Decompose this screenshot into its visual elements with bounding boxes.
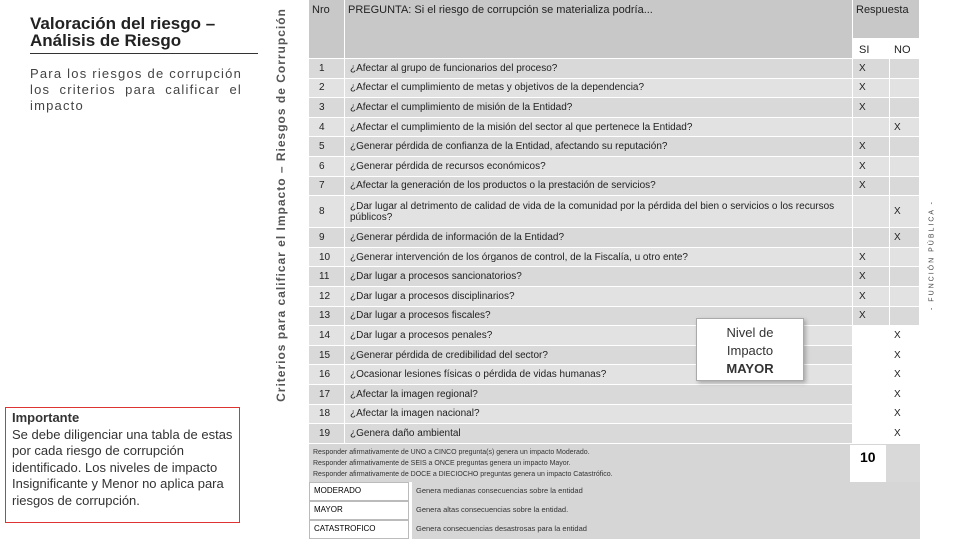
impact-level-callout: Nivel de Impacto MAYOR bbox=[696, 318, 804, 381]
row-question: ¿Afectar al grupo de funcionarios del proceso? bbox=[345, 59, 853, 79]
total-empty-cell bbox=[886, 445, 920, 482]
row-nro: 17 bbox=[309, 385, 345, 405]
row-si: X bbox=[853, 287, 890, 307]
table-row bbox=[309, 307, 920, 327]
header-question: PREGUNTA: Si el riesgo de corrupción se materializa podría... bbox=[345, 0, 853, 59]
row-nro: 13 bbox=[309, 307, 345, 327]
row-question: ¿Afectar el cumplimiento de misión de la Entidad? bbox=[345, 98, 853, 118]
important-note bbox=[5, 407, 240, 523]
rule-mayor: Responder afirmativamente de SEIS a ONCE preguntas genera un impacto Mayor. bbox=[313, 460, 571, 467]
table-row bbox=[309, 177, 920, 197]
response-rules bbox=[309, 445, 850, 482]
row-si: X bbox=[853, 177, 890, 197]
table-row bbox=[309, 137, 920, 157]
header-nro: Nro bbox=[309, 0, 345, 59]
row-si: X bbox=[853, 137, 890, 157]
row-no bbox=[890, 59, 920, 79]
note-body: Se debe diligenciar una tabla de estas por cada riesgo de corrupción identificado. Los niveles de impacto Insignificante y Menor no aplica para riesgos de corrupción. bbox=[12, 426, 233, 508]
side-brand-label: - FUNCIÓN PÚBLICA - bbox=[928, 200, 936, 310]
row-si: X bbox=[853, 59, 890, 79]
table-row bbox=[309, 228, 920, 248]
table-row bbox=[309, 365, 920, 385]
row-no bbox=[890, 267, 920, 287]
total-count: 10 bbox=[850, 445, 886, 482]
row-si bbox=[853, 326, 890, 346]
row-no bbox=[890, 307, 920, 327]
row-no bbox=[890, 248, 920, 268]
table-row bbox=[309, 79, 920, 99]
row-nro: 14 bbox=[309, 326, 345, 346]
row-question: ¿Generar pérdida de credibilidad del sector? bbox=[345, 346, 853, 366]
header-no: NO bbox=[890, 39, 920, 59]
vertical-section-label: Criterios para calificar el Impacto – Riesgos de Corrupción bbox=[274, 8, 288, 402]
table-row bbox=[309, 98, 920, 118]
row-question: ¿Dar lugar a procesos sancionatorios? bbox=[345, 267, 853, 287]
level-row: MODERADO Genera medianas consecuencias sobre la entidad bbox=[309, 482, 920, 501]
row-no: X bbox=[890, 196, 920, 228]
row-no bbox=[890, 79, 920, 99]
row-si: X bbox=[853, 307, 890, 327]
table-row bbox=[309, 59, 920, 79]
row-question: ¿Dar lugar a procesos disciplinarios? bbox=[345, 287, 853, 307]
row-question: ¿Afectar la generación de los productos o la prestación de servicios? bbox=[345, 177, 853, 197]
table-row bbox=[309, 346, 920, 366]
row-nro: 2 bbox=[309, 79, 345, 99]
page-title: Valoración del riesgo – Análisis de Riesgo bbox=[30, 14, 216, 50]
row-no: X bbox=[890, 346, 920, 366]
row-no: X bbox=[890, 424, 920, 444]
row-nro: 4 bbox=[309, 118, 345, 138]
row-no bbox=[890, 157, 920, 177]
row-si: X bbox=[853, 248, 890, 268]
row-nro: 6 bbox=[309, 157, 345, 177]
table-row bbox=[309, 118, 920, 138]
row-question: ¿Dar lugar a procesos penales? bbox=[345, 326, 853, 346]
row-nro: 18 bbox=[309, 405, 345, 425]
row-nro: 1 bbox=[309, 59, 345, 79]
row-si bbox=[853, 196, 890, 228]
rule-moderado: Responder afirmativamente de UNO a CINCO pregunta(s) genera un impacto Moderado. bbox=[313, 449, 590, 456]
row-nro: 8 bbox=[309, 196, 345, 228]
row-nro: 3 bbox=[309, 98, 345, 118]
row-nro: 16 bbox=[309, 365, 345, 385]
row-no: X bbox=[890, 326, 920, 346]
row-si bbox=[853, 118, 890, 138]
row-question: ¿Ocasionar lesiones físicas o pérdida de vidas humanas? bbox=[345, 365, 853, 385]
row-question: ¿Afectar el cumplimiento de la misión del sector al que pertenece la Entidad? bbox=[345, 118, 853, 138]
row-no bbox=[890, 137, 920, 157]
row-nro: 11 bbox=[309, 267, 345, 287]
table-row bbox=[309, 424, 920, 444]
row-question: ¿Generar intervención de los órganos de control, de la Fiscalía, u otro ente? bbox=[345, 248, 853, 268]
row-si bbox=[853, 385, 890, 405]
row-question: ¿Afectar el cumplimiento de metas y objetivos de la dependencia? bbox=[345, 79, 853, 99]
row-question: ¿Dar lugar al detrimento de calidad de vida de la comunidad por la pérdida del bien o servicios o los recursos públicos? bbox=[345, 196, 853, 228]
row-si: X bbox=[853, 98, 890, 118]
row-question: ¿Afectar la imagen nacional? bbox=[345, 405, 853, 425]
row-nro: 10 bbox=[309, 248, 345, 268]
row-si: X bbox=[853, 267, 890, 287]
row-no: X bbox=[890, 365, 920, 385]
note-heading: Importante bbox=[12, 410, 80, 425]
row-no: X bbox=[890, 228, 920, 248]
row-no bbox=[890, 287, 920, 307]
rule-catastrofico: Responder afirmativamente de DOCE a DIECIOCHO preguntas genera un impacto Catastrófico. bbox=[313, 471, 613, 478]
table-row bbox=[309, 157, 920, 177]
table-row bbox=[309, 405, 920, 425]
level-row: CATASTROFICO Genera consecuencias desastrosas para la entidad bbox=[309, 520, 920, 539]
row-no: X bbox=[890, 118, 920, 138]
subtitle: Para los riesgos de corrupción los criterios para calificar el impacto bbox=[30, 66, 242, 113]
row-si bbox=[853, 365, 890, 385]
row-si bbox=[853, 405, 890, 425]
table-row bbox=[309, 267, 920, 287]
row-nro: 15 bbox=[309, 346, 345, 366]
row-si: X bbox=[853, 79, 890, 99]
row-nro: 12 bbox=[309, 287, 345, 307]
row-si bbox=[853, 424, 890, 444]
header-answer: Respuesta bbox=[853, 0, 920, 39]
row-question: ¿Generar pérdida de confianza de la Entidad, afectando su reputación? bbox=[345, 137, 853, 157]
title-divider bbox=[30, 53, 258, 54]
row-no: X bbox=[890, 405, 920, 425]
row-nro: 7 bbox=[309, 177, 345, 197]
table-row bbox=[309, 196, 920, 228]
row-no: X bbox=[890, 385, 920, 405]
row-question: ¿Dar lugar a procesos fiscales? bbox=[345, 307, 853, 327]
row-nro: 5 bbox=[309, 137, 345, 157]
table-row bbox=[309, 287, 920, 307]
impact-table bbox=[309, 0, 920, 445]
row-si bbox=[853, 346, 890, 366]
row-question: ¿Afectar la imagen regional? bbox=[345, 385, 853, 405]
row-question: ¿Generar pérdida de recursos económicos? bbox=[345, 157, 853, 177]
row-no bbox=[890, 177, 920, 197]
table-row bbox=[309, 326, 920, 346]
row-question: ¿Genera daño ambiental bbox=[345, 424, 853, 444]
table-header bbox=[309, 0, 920, 59]
row-no bbox=[890, 98, 920, 118]
header-si: SI bbox=[853, 39, 890, 59]
row-nro: 9 bbox=[309, 228, 345, 248]
row-si: X bbox=[853, 157, 890, 177]
table-row bbox=[309, 248, 920, 268]
row-nro: 19 bbox=[309, 424, 345, 444]
table-row bbox=[309, 385, 920, 405]
level-row: MAYOR Genera altas consecuencias sobre la entidad. bbox=[309, 501, 920, 520]
row-question: ¿Generar pérdida de información de la Entidad? bbox=[345, 228, 853, 248]
row-si bbox=[853, 228, 890, 248]
